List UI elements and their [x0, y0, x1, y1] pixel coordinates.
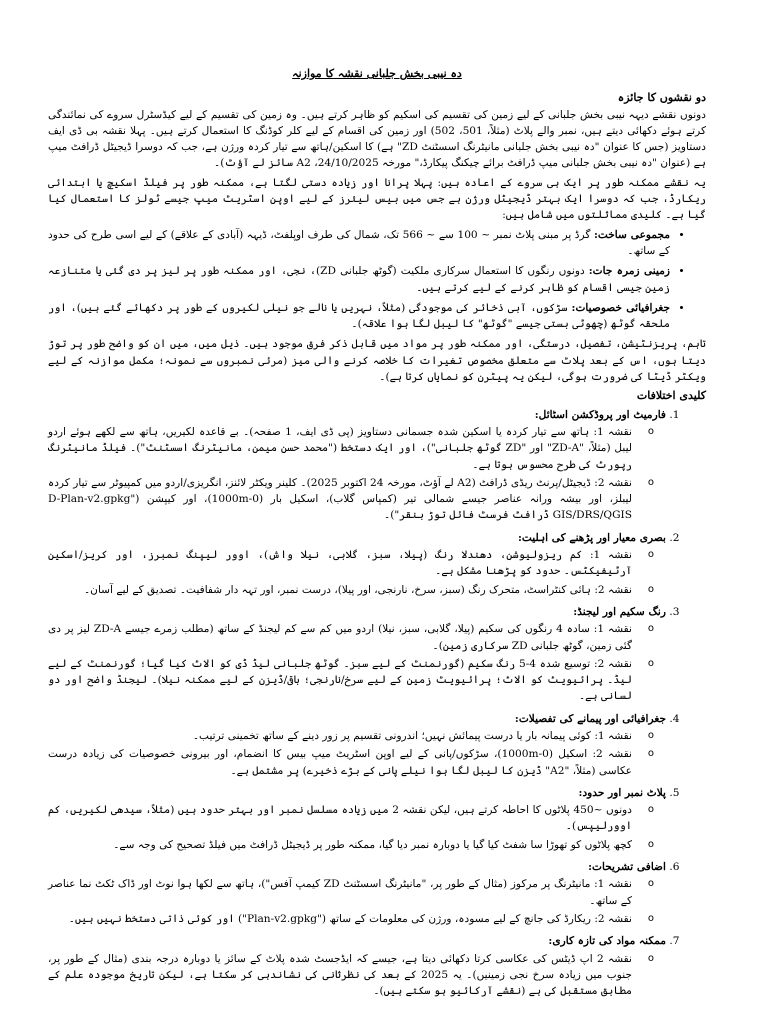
difference-title: 3. رنگ سکیم اور لیجنڈ:: [573, 605, 666, 618]
list-item: [48, 300, 670, 333]
similarities-list: [48, 227, 706, 333]
difference-item: [48, 785, 666, 853]
bullet-text: گرڈ پر مبنی پلاٹ نمبر ~ 100 سے ~ 566 تک، شمال کی طرف اوپلفٹ، ڈیہہ (آبادی کے علاقے) کے لیے اسی طرح کی حدود کے ساتھ۔: [48, 228, 670, 257]
overview-paragraph-3: تاہم، پریزنٹیشن، تفصیل، درستگی، اور ممکنہ طور پر مواد میں قابل ذکر فرق موجود ہیں۔ ذیل میں، میں ان کو واضح طور پر توڑ دیتا ہوں، اس کے بعد پلاٹ سے متعلق مخصوص تغیرات کا خلاصہ کرنے والی میز (مرئی نمبروں سے نمونہ؛ مکمل موازنہ کے لیے ویکٹر ڈیٹا کی ضرورت ہوگی، لیکن یہ پیٹرن کو نمایاں کرتا ہے)۔: [48, 338, 706, 384]
sub-list: [48, 802, 666, 853]
difference-title: 6. اضافی تشریحات:: [588, 861, 666, 874]
sub-list: [48, 621, 666, 704]
sub-item: o نقشہ 2: ریکارڈ کی جانچ کے لیے مسودہ، ورژن کی معلومات کے ساتھ ("Plan-v2.gpkg") اور کوئی ذاتی دستخط نہیں ہیں۔: [48, 911, 632, 927]
difference-item: [48, 530, 666, 598]
sub-item: o نقشہ 2: ہائی کنٹراسٹ، متحرک رنگ (سبز، سرخ، نارنجی، اور پیلا)، درست نمبر، اور تہہ دار شفافیت۔ تصدیق کے لیے آسان۔: [48, 582, 632, 598]
overview-paragraph-1: دونوں نقشے دیہہ نیبی بخش جلبانی کے لیے زمین کی تقسیم کی اسکیم کو ظاہر کرتے ہیں۔ وہ زمین کی تقسیم کے لیے کیڈسٹرل سروے کی نمائندگی کرتے ہوئے دکھائی دیتے ہیں، نمبر والے پلاٹ (مثلاً، 501، 502) اور زمین کی اقسام کے لیے کلر کوڈنگ کا استعمال کرتے ہیں۔ پہلا نقشہ بی ڈی ایف دستاویز (جس کا عنوان "دہ نیبی بخش جلبانی مانیٹرنگ اسسٹنٹ ZD" ہے) کا اسکین/ہاتھ سے تیار کردہ ورژن ہے، جب کہ دوسرا ڈیجیٹل ڈرافٹ میپ ہے (عنوان "دہ نیبی بخش جلبانی میپ ڈرافٹ برائے چیکنگ پیکارڈ،" مورخہ 24/10/2025، A2 سائز لے آؤٹ)۔: [48, 108, 706, 170]
difference-title: 2. بصری معیار اور پڑھنے کی اہلیت:: [517, 531, 666, 544]
differences-list: [48, 407, 706, 1000]
difference-title: 4. جغرافیائی اور پیمانے کی تفصیلات:: [514, 712, 666, 725]
difference-item: [48, 859, 666, 927]
overview-paragraph-2: یہ نقشے ممکنہ طور پر ایک ہی سروے کے اعادہ ہیں: پہلا پرانا اور زیادہ دستی لگتا ہے، ممکنہ طور پر فیلڈ اسکیچ یا ابتدائی ریکارڈ، جب کہ دوسرا ایک بہتر ڈیجیٹل ورژن ہے جس میں بیس لیئرز کے لیے اوپن اسٹریٹ میپ جیسے ٹولز کا استعمال کیا گیا ہے۔ کلیدی مماثلتوں میں شامل ہیں:: [48, 176, 706, 222]
sub-list: [48, 424, 666, 524]
bullet-text: سڑکوں، آبی ذخائر کی موجودگی (مثلاً، نہریں یا نالے جو نیلی لکیروں کے طور پر دکھائے گئے ہیں)، اور ملحقہ گوٹھ (چھوٹی بستی جیسے "گوٹھ" کا لیبل لگا ہوا علاقہ)۔: [48, 301, 670, 331]
sub-item: o نقشہ 1: کوئی پیمانہ بار یا درست پیمائش نہیں؛ اندرونی تقسیم پر زور دینے کے ساتھ تخمینی ترتیب۔: [48, 728, 632, 744]
difference-item: [48, 407, 666, 524]
sub-list: [48, 876, 666, 927]
bullet-label: مجموعی ساخت:: [593, 228, 671, 241]
sub-item: o نقشہ 1: ہاتھ سے تیار کردہ یا اسکین شدہ جسمانی دستاویز (پی ڈی ایف، 1 صفحہ)۔ بے قاعدہ لکیریں، ہاتھ سے لکھے ہوئے اردو لیبل (مثلاً، "ZD-A" اور "ZD گوٹھ جلبانی")، اور ایک دستخط ("محمد حسن میمن، مانیٹرنگ اسسٹنٹ")۔ فیلڈ مانیٹرنگ رپورٹ کی طرح محسوس ہوتا ہے۔: [48, 424, 632, 473]
document-title: دہ نیبی بخش جلبانی نقشہ کا موازنہ: [292, 67, 462, 80]
difference-item: [48, 711, 666, 779]
difference-title: 7. ممکنہ مواد کی تازہ کاری:: [548, 935, 666, 948]
sub-item: o دونوں ~450 پلاٹوں کا احاطہ کرتے ہیں، لیکن نقشہ 2 میں زیادہ مسلسل نمبر اور بہتر حدود ہیں (مثلاً، سیدھی لکیریں، کم اوورلیپس)۔: [48, 802, 632, 835]
sub-item: o نقشہ 2 اپ ڈیٹس کی عکاسی کرتا دکھائی دیتا ہے، جیسے کہ ایڈجسٹ شدہ پلاٹ کے سائز یا دوبارہ درجہ بندی (مثال کے طور پر، جنوب میں زیادہ سرخ نجی زمینیں)۔ یہ 2025 کے بعد کی نظرثانی کی نشاندہی کر سکتا ہے، لیکن تاریخ موجودہ علم کے مطابق مستقبل کی ہے (نقشے آرکائیو ہو سکتے ہیں)۔: [48, 951, 632, 1000]
difference-item: [48, 933, 666, 999]
sub-item: o نقشہ 1: سادہ 4 رنگوں کی سکیم (پیلا، گلابی، سبز، نیلا) اردو میں کم سے کم لیجنڈ کے ساتھ (مطلب زمرے جیسے ZD-A لیز پر دی گئی زمین، گوٹھ جلبانی ZD سرکاری زمین)۔: [48, 621, 632, 654]
list-item: [48, 227, 670, 260]
sub-list: [48, 728, 666, 779]
overview-heading: دو نقشوں کا جائزہ: [617, 91, 706, 105]
sub-item: o نقشہ 2: اسکیل (0-1000m)، سڑکوں/پانی کے لیے اوپن اسٹریٹ میپ بیس کا انضمام، اور بیرونی خصوصیات کی زیادہ درست عکاسی (مثلاً، "A2" ڈیزن کا لیبل لگا ہوا نیلے پانی کے بڑے ذخیرے) پر مشتمل ہے۔: [48, 746, 632, 779]
difference-title: 5. پلاٹ نمبر اور حدود:: [578, 786, 666, 799]
list-item: [48, 263, 670, 296]
difference-item: [48, 604, 666, 705]
sub-item: o نقشہ 2: توسیع شدہ 4-5 رنگ سکیم (گورنمنٹ کے لیے سبز۔ گوٹھ جلبانی لیڈ ڈی کو الاٹ کیا گیا؛ گورنمنٹ کے لیے لیڈ۔ پرائیویٹ کو الاٹ؛ پرائیویٹ زمین کے لیے سرخ/نارنجی؛ باقی/ڈیزن کے لیے ممکنہ نیلا)۔ لیجنڈ واضح اور دو لسانی ہے۔: [48, 656, 632, 705]
sub-item: o نقشہ 1: مانیٹرنگ پر مرکوز (مثال کے طور پر، "مانیٹرنگ اسسٹنٹ ZD کیمپ آفس")، ہاتھ سے لکھا ہوا نوٹ اور ڈاک ٹکٹ نما عناصر کے ساتھ۔: [48, 876, 632, 909]
differences-heading: کلیدی اختلافات: [636, 389, 706, 403]
sub-list: [48, 547, 666, 598]
sub-item: o نقشہ 1: کم ریزولیوشن، دھندلا رنگ (پیلا، سبز، گلابی، نیلا واش)، اوور لیپنگ نمبرز، اور کریز/اسکین آرٹیفیکٹس۔ حدود کو پڑھنا مشکل ہے۔: [48, 547, 632, 580]
bullet-text: دونوں رنگوں کا استعمال سرکاری ملکیت (گوٹھ جلبانی ZD)، نجی، اور ممکنہ طور پر لیز پر دی گئی یا متنازعہ زمین جیسی اقسام کو ظاہر کرنے کے لیے کرتے ہیں۔: [48, 265, 670, 294]
bullet-label: جغرافیائی خصوصیات:: [571, 301, 671, 314]
sub-item: o کچھ پلاٹوں کو تھوڑا سا شفٹ کیا گیا یا دوبارہ نمبر دیا گیا، ممکنہ طور پر ڈیجیٹل ڈرافٹ میں فیلڈ تصحیح کی وجہ سے۔: [48, 837, 632, 853]
difference-title: 1. فارمیٹ اور پروڈکشن اسٹائل:: [534, 408, 666, 421]
sub-list: [48, 951, 666, 1000]
bullet-label: زمینی زمرہ جات:: [588, 265, 670, 278]
sub-item: o نقشہ 2: ڈیجیٹل/پرنٹ ریڈی ڈرافٹ (A2 لے آؤٹ، مورخہ 24 اکتوبر 2025)۔ کلینر ویکٹر لائنز، انگریزی/اردو میں کمپیوٹر سے تیار کردہ لیبلز، اور بیشہ ورانہ عناصر جیسے شمالی تیر (کمپاس گلاب)، اسکیل بار (0-1000m)، اور کیپشن ("D-Plan-v2.gpkg GIS/DRS/QGIS ڈرافٹ فرسٹ فائل توڑ بنقر")۔: [48, 475, 632, 524]
